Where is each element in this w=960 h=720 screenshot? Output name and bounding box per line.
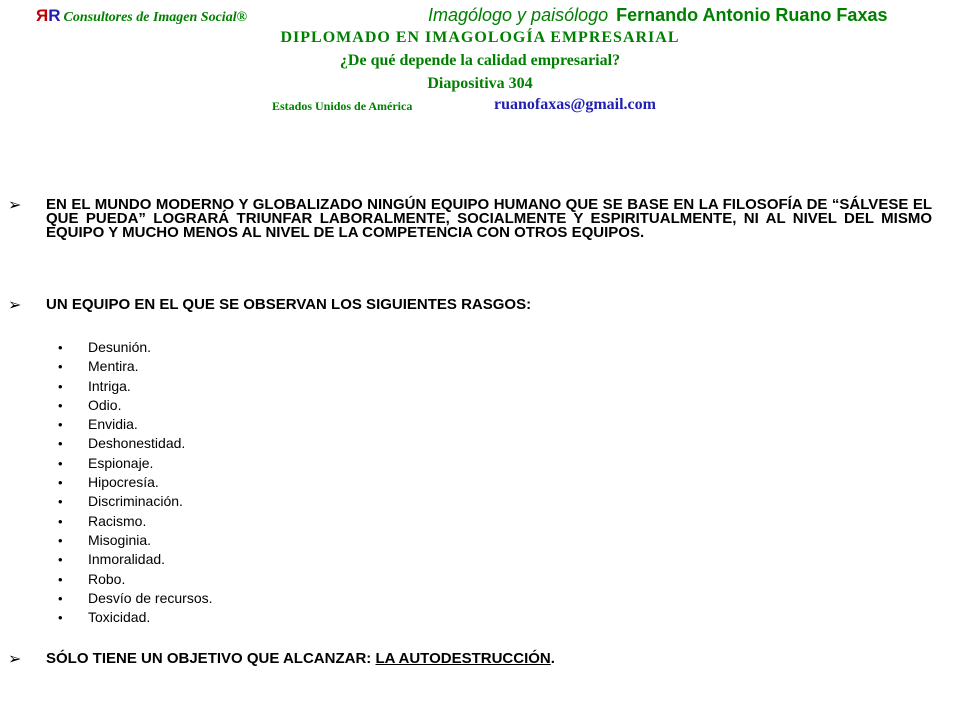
email-address: ruanofaxas@gmail.com <box>494 96 656 113</box>
slide-question: ¿De qué depende la calidad empresarial? <box>339 52 621 69</box>
bullet-dot-icon: • <box>58 417 63 433</box>
bullet-dot-icon: • <box>58 571 63 587</box>
course-title: DIPLOMADO EN IMAGOLOGÍA EMPRESARIAL <box>280 29 680 46</box>
author-line <box>428 4 887 26</box>
arrow-bullet-icon: ➢ <box>8 651 22 668</box>
conclusion-suffix: . <box>550 650 555 667</box>
trait-label: Inmoralidad. <box>88 551 166 568</box>
trait-label: Desvío de recursos. <box>88 589 213 606</box>
trait-label: Mentira. <box>88 358 139 375</box>
arrow-bullet-icon: ➢ <box>8 197 22 214</box>
bullet-dot-icon: • <box>58 397 63 413</box>
trait-label: Intriga. <box>88 377 131 394</box>
bullet-dot-icon: • <box>58 378 63 394</box>
trait-label: Odio. <box>88 396 122 413</box>
bullet-dot-icon: • <box>58 359 63 375</box>
logo-letter-reversed-r: Я <box>36 6 49 25</box>
trait-label: Misoginia. <box>88 531 152 548</box>
paragraph-intro: EN EL MUNDO MODERNO Y GLOBALIZADO NINGÚN EQUIPO HUMANO QUE SE BASE EN LA FILOSOFÍA DE “SÁLVESE EL QUE PUEDA” LOGRARÁ TRIUNFAR LABORALMENTE, SOCIALMENTE Y ESPIRITUALMENTE, NI AL NIVEL DEL MISMO EQUIPO Y MUCHO MENOS AL NIVEL DE LA COMPETENCIA CON OTROS EQUIPOS. <box>46 196 932 241</box>
trait-label: Hipocresía. <box>88 474 159 491</box>
trait-label: Toxicidad. <box>88 609 151 626</box>
trait-label: Racismo. <box>88 512 147 529</box>
conclusion-emphasis: LA AUTODESTRUCCIÓN <box>375 650 551 667</box>
slide-header <box>0 0 960 130</box>
bullet-dot-icon: • <box>58 532 63 548</box>
trait-label: Deshonestidad. <box>88 435 186 452</box>
registered-mark: ® <box>236 10 248 25</box>
logo-letter-r: R <box>48 6 61 25</box>
bullet-dot-icon: • <box>58 455 63 471</box>
paragraph-conclusion <box>46 652 932 666</box>
author-name: Fernando Antonio Ruano Faxas <box>616 5 888 25</box>
logo <box>36 6 247 28</box>
bullet-dot-icon: • <box>58 340 63 355</box>
arrow-bullet-icon: ➢ <box>8 297 22 314</box>
trait-label: Envidia. <box>88 416 138 433</box>
author-role: Imagólogo y paisólogo <box>428 5 609 25</box>
bullet-dot-icon: • <box>58 475 63 491</box>
conclusion-prefix: SÓLO TIENE UN OBJETIVO QUE ALCANZAR: <box>46 650 376 667</box>
bullet-dot-icon: • <box>58 436 63 452</box>
trait-label: Discriminación. <box>88 493 183 510</box>
slide-number: Diapositiva 304 <box>427 75 533 92</box>
country-label: Estados Unidos de América <box>272 99 413 113</box>
bullet-dot-icon: • <box>58 552 63 568</box>
trait-label: Robo. <box>88 570 126 587</box>
paragraph-traits-heading: UN EQUIPO EN EL QUE SE OBSERVAN LOS SIGUIENTES RASGOS: <box>46 296 532 313</box>
bullet-dot-icon: • <box>58 494 63 510</box>
trait-label: Desunión. <box>88 339 152 355</box>
trait-label: Espionaje. <box>88 454 154 471</box>
bullet-dot-icon: • <box>58 513 63 529</box>
bullet-dot-icon: • <box>58 610 63 626</box>
organization-name: Consultores de Imagen Social <box>63 10 237 25</box>
bullet-dot-icon: • <box>58 590 63 606</box>
